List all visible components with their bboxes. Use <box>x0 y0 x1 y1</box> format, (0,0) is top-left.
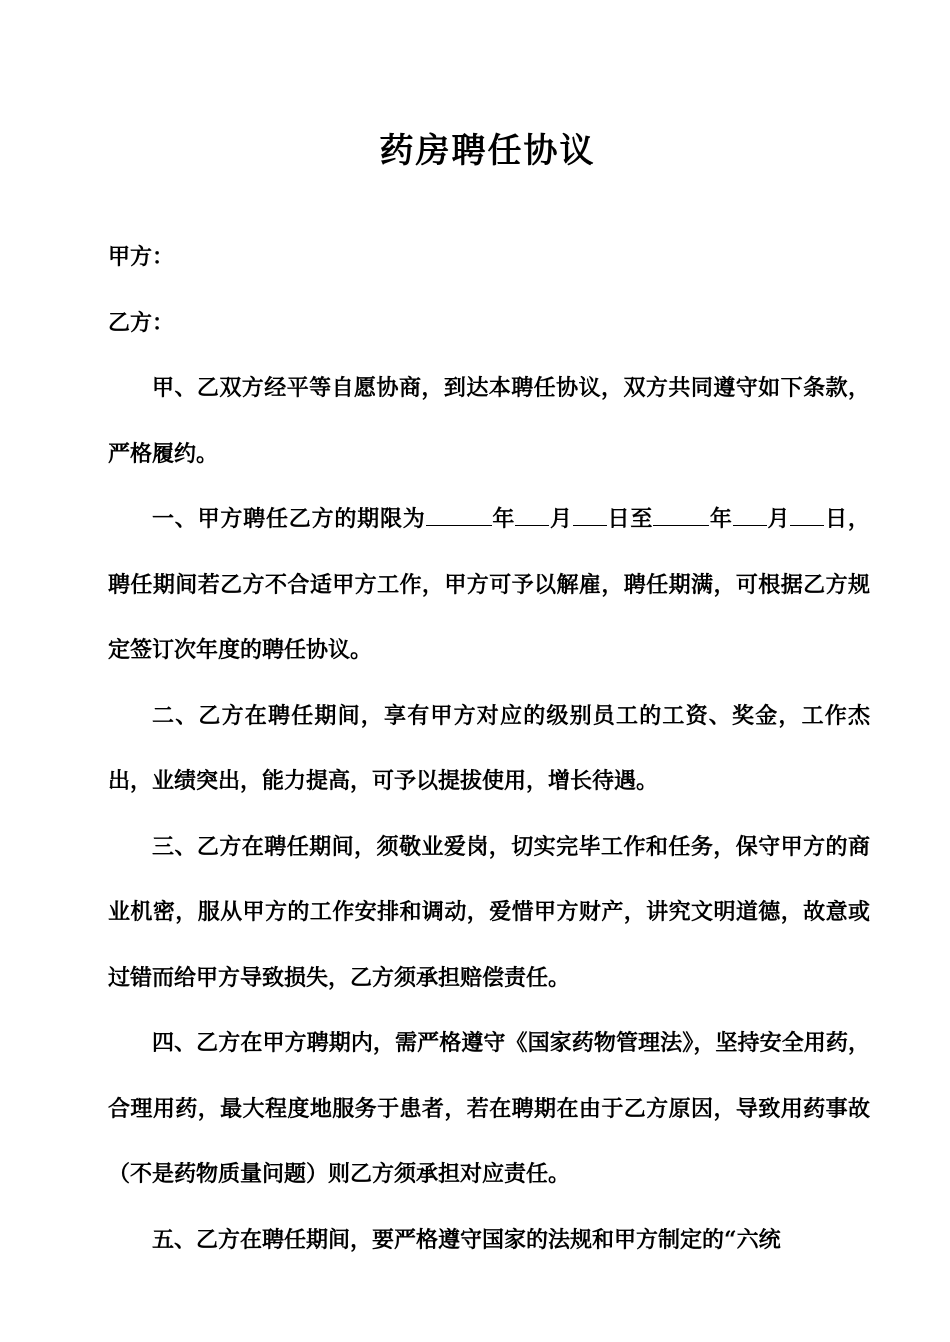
clause-4-paragraph: 四、乙方在甲方聘期内，需严格遵守《国家药物管理法》，坚持安全用药，合理用药，最大程度地服务于患者，若在聘期在由于乙方原因，导致用药事故（不是药物质量问题）则乙方须承担对应责任。 <box>108 1030 870 1187</box>
clause-1-year2-label: 年 <box>709 506 733 532</box>
blank-start-day[interactable] <box>573 505 607 526</box>
party-b-line: 乙方： <box>108 309 175 336</box>
blank-start-month[interactable] <box>515 505 549 526</box>
clause-1-year-label: 年 <box>491 506 516 532</box>
blank-end-day[interactable] <box>790 505 824 526</box>
clause-1-day-to-label: 日至 <box>606 506 654 532</box>
clause-1-month-label: 月 <box>549 506 573 532</box>
blank-end-year[interactable] <box>653 505 709 526</box>
blank-start-year[interactable] <box>426 505 492 526</box>
intro-paragraph: 甲、乙双方经平等自愿协商，到达本聘任协议，双方共同遵守如下条款，严格履约。 <box>108 375 870 467</box>
clause-3-paragraph: 三、乙方在聘任期间，须敬业爱岗，切实完毕工作和任务，保守甲方的商业机密，服从甲方的工作安排和调动，爱惜甲方财产，讲究文明道德，故意或过错而给甲方导致损失，乙方须承担赔偿责任。 <box>108 833 870 991</box>
document-body <box>108 225 870 1273</box>
clause-2-paragraph: 二、乙方在聘任期间，享有甲方对应的级别员工的工资、奖金，工作杰出，业绩突出，能力提高，可予以提拔使用，增长待遇。 <box>108 702 870 794</box>
clause-1-month2-label: 月 <box>766 506 791 532</box>
clause-1-prefix: 一、甲方聘任乙方的期限为 <box>152 506 426 532</box>
party-a-line: 甲方： <box>108 244 175 270</box>
clause-5-paragraph: 五、乙方在聘任期间，要严格遵守国家的法规和甲方制定的“六统 <box>152 1226 781 1253</box>
clause-1-rest: 日，聘任期间若乙方不合适甲方工作，甲方可予以解雇，聘任期满，可根据乙方规定签订次年度的聘任协议。 <box>108 506 870 663</box>
clause-1-paragraph <box>108 487 870 684</box>
document-title: 药房聘任协议 <box>379 131 596 171</box>
blank-end-month[interactable] <box>733 505 767 526</box>
